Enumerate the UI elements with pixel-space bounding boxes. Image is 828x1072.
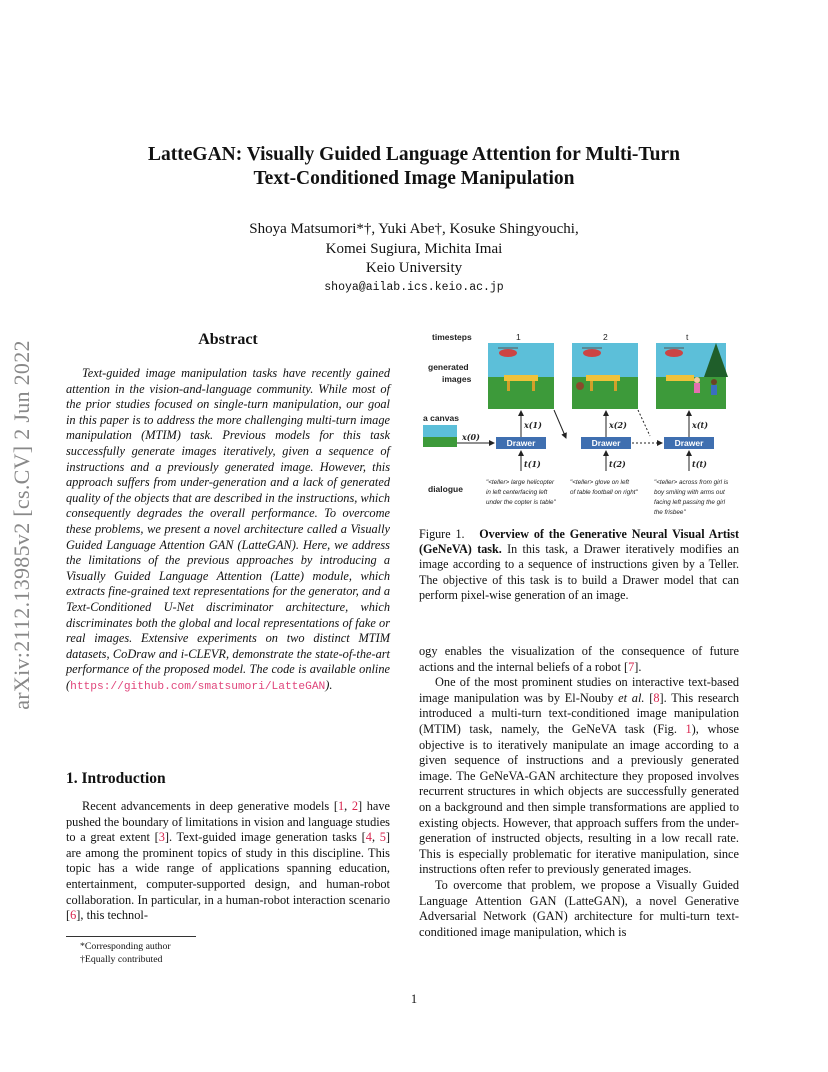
paragraph-continued: ogy enables the visualization of the consequence of future actions and the internal beliefs of a robot [7].: [419, 644, 739, 674]
citation-link[interactable]: 6: [70, 908, 77, 923]
citation-link[interactable]: 8: [653, 690, 660, 705]
right-column-text: [419, 644, 739, 940]
row-label-dialogue: dialogue: [428, 484, 463, 494]
abstract-heading: Abstract: [198, 331, 258, 348]
citation-link[interactable]: 7: [628, 659, 635, 674]
abstract-body: Text-guided image manipulation tasks have recently gained attention in the vision-and-language community. While most of the prior studies focused on single-turn manipulation, our goal in this paper is to address the more challenging multi-turn image manipulation (MTIM) task. Previous models for this task successfully generate images iteratively, given a sequence of instructions and a previously generated image. However, this approach suffers from under-generation and a lack of generated quality of the objects that are described in the instructions, which consequently degrades the overall performance. To overcome these problems, we present a novel architecture called a Visually Guided Language Attention GAN (LatteGAN). Here, we address the limitations of the previous approaches by introducing a Visually Guided Language Attention (Latte) module, which extracts fine-grained text representations for the generator, and a Text-Conditioned U-Net discriminator architecture, which discriminates both the global and local representations of fake or real images. Extensive experiments on two distinct MTIM datasets, CoDraw and i-CLEVR, demonstrate the state-of-the-art performance of the proposed model. The code is available online (https://github.com/smatsumori/LatteGAN).: [66, 366, 390, 693]
citation-link[interactable]: 2: [351, 799, 358, 813]
footnotes: [66, 940, 390, 966]
svg-text:Drawer: Drawer: [506, 438, 536, 448]
paper-title: LatteGAN: Visually Guided Language Attention for Multi-Turn Text-Conditioned Image Manipulation: [148, 144, 680, 189]
svg-text:t(1): t(1): [524, 459, 541, 469]
authors-line1: Shoya Matsumori*†, Yuki Abe†, Kosuke Shingyouchi,: [249, 221, 579, 237]
footnote-rule: [66, 936, 196, 937]
generated-image-t: [656, 343, 728, 409]
paragraph-geneva: One of the most prominent studies on interactive text-based image manipulation was by El-Nouby et al. [8]. This research introduced a multi-turn text-conditioned image manipulation (MTIM) task, namely, the GeNeVA task (Fig. 1), whose objective is to iteratively manipulate an image according to a given sequence of instructions and a previously generated image. The GeNeVA-GAN architecture they proposed involves recurrent structures in which objects are successfully generated on a background and then simple transformations are applied to existing objects. However, that approach suffers from the under-generation of instructed objects, resulting in a low recall rate. This is especially problematic for iterative manipulation, since instructions often refer to previously generated images.: [419, 675, 740, 877]
author-email[interactable]: shoya@ailab.ics.keio.ac.jp: [324, 281, 504, 294]
intro-paragraph: Recent advancements in deep generative models [1, 2] have pushed the boundary of limitations in vision and language studies to a great extent [3]. Text-guided image generation tasks [4, 5] are among the prominent topics of study in this discipline. This topic has a wide range of applications spanning education, entertainment, computer-supported design, and human-robot collaboration. In particular, in a human-robot interaction scenario [6], this technol-: [66, 799, 391, 923]
step-t-label: t: [686, 332, 689, 342]
footnote-equal: †Equally contributed: [80, 954, 163, 965]
generated-image-2: [572, 343, 638, 409]
footnote-corresponding: *Corresponding author: [80, 941, 171, 952]
svg-text:boy smiling with arms out: boy smiling with arms out: [654, 489, 725, 496]
svg-text:t(t): t(t): [692, 459, 707, 469]
svg-text:"<teller> glove on left: "<teller> glove on left: [570, 479, 629, 486]
svg-text:of table football on right": of table football on right": [570, 489, 638, 496]
citation-link[interactable]: 1: [337, 799, 345, 813]
step-2-label: 2: [603, 332, 608, 342]
citation-link[interactable]: 3: [158, 830, 165, 845]
figure-1-caption: Figure 1. Overview of the Generative Neural Visual Artist (GeNeVA) task. In this task, a Drawer iteratively modifies an image according to a sequence of instructions given by a Teller. The objective of this task is to build a Drawer model that can perform pixel-wise generation of an image.: [419, 527, 739, 602]
affiliation: Keio University: [365, 260, 463, 276]
author-block: [60, 220, 768, 279]
citation-link[interactable]: 4: [365, 830, 372, 845]
svg-text:x(0): x(0): [462, 432, 480, 442]
paragraph-lattegan: To overcome that problem, we propose a Visually Guided Language Attention GAN (LatteGAN), a novel Generative Adversarial Network (GAN) architecture for multi-turn text-conditioned image manipulation, which is: [419, 877, 739, 939]
svg-text:t(2): t(2): [609, 459, 626, 469]
citation-link[interactable]: 5: [379, 830, 386, 845]
row-label-generated: generated: [428, 362, 469, 372]
svg-text:x(1): x(1): [524, 420, 542, 430]
svg-text:facing left passing the girl: facing left passing the girl: [654, 499, 726, 506]
code-url-link[interactable]: https://github.com/smatsumori/LatteGAN: [70, 680, 326, 693]
intro-heading: 1. Introduction: [66, 770, 166, 787]
svg-text:in left centerfacing left: in left centerfacing left: [486, 489, 548, 496]
row-label-timesteps: timesteps: [432, 332, 472, 342]
row-label-canvas: a canvas: [423, 413, 459, 423]
arxiv-stamp: arXiv:2112.13985v2 [cs.CV] 2 Jun 2022: [9, 340, 34, 710]
blank-canvas: [423, 425, 457, 447]
svg-text:x(t): x(t): [692, 420, 709, 430]
svg-text:Drawer: Drawer: [591, 438, 621, 448]
row-label-images: images: [442, 374, 472, 384]
svg-text:under the copter is table": under the copter is table": [486, 499, 556, 506]
figure-ref-link[interactable]: 1: [685, 721, 692, 736]
page-number: 1: [410, 992, 418, 1006]
svg-text:"<teller> large helicopter: "<teller> large helicopter: [486, 479, 555, 486]
svg-text:x(2): x(2): [609, 420, 627, 430]
step-1-label: 1: [516, 332, 521, 342]
svg-text:Drawer: Drawer: [674, 438, 704, 448]
authors-line2: Komei Sugiura, Michita Imai: [325, 240, 503, 257]
svg-text:"<teller> across from girl is: "<teller> across from girl is: [654, 479, 729, 486]
generated-image-1: [488, 343, 554, 409]
svg-text:the frisbee": the frisbee": [654, 509, 686, 516]
figure-1: [420, 328, 740, 528]
